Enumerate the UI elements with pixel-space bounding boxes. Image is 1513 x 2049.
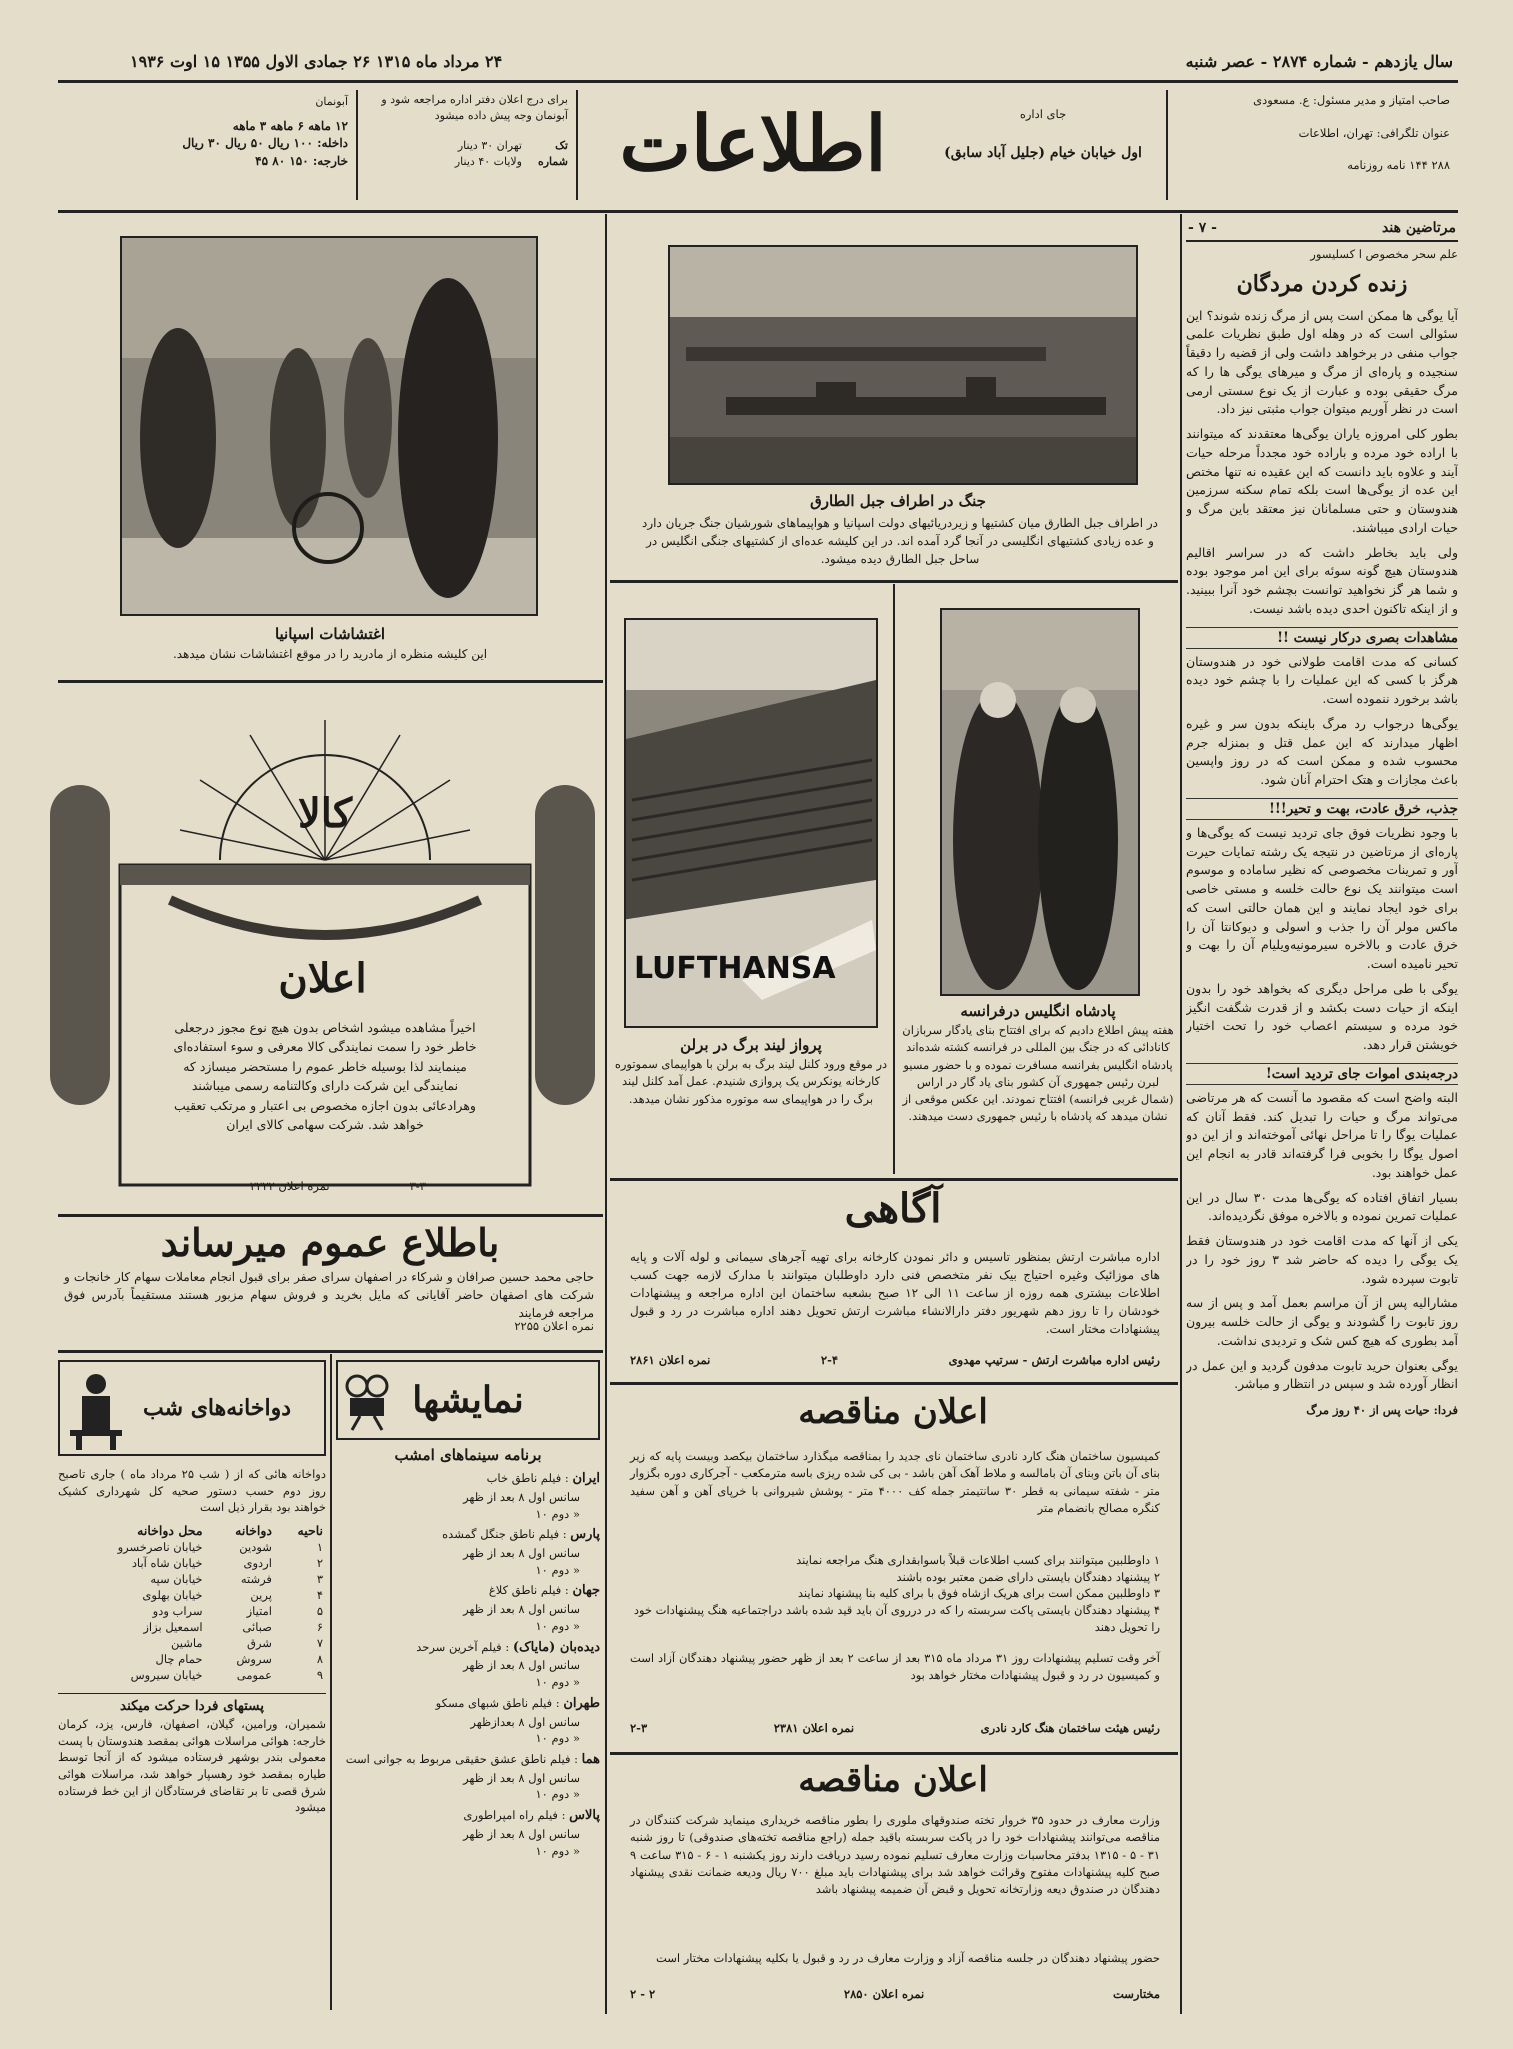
table-cell: ۶ (316, 1620, 323, 1635)
paragraph: یوگی با طی مراحل دیگری که بخواهد خود را بدون اینکه از حیات دست بکشد و از قدرت شگفت انگیز خود مرده و سیستم اعصاب خود را تحت اختیار خویشتن قرار دهد. (1186, 980, 1458, 1053)
cinema-entry: هما : فیلم ناطق عشق حقیقی مربوط به جوانی است سانس اول ۸ بعد از ظهر « دوم ۱۰ (336, 1751, 600, 1803)
cinema-session: سانس اول ۸ بعد از ظهر (463, 1489, 580, 1504)
continued-note: فردا: حیات پس از ۴۰ روز مرگ (1306, 1403, 1458, 1418)
public-notice-number: نمره اعلان ۲۲۵۵ (514, 1319, 594, 1333)
page-number: - ۷ - (1188, 220, 1217, 236)
subheading: جذب، خرق عادت، بهت و تحیر!!! (1186, 798, 1458, 820)
table-cell: ۹ (316, 1668, 323, 1683)
kala-ad-body: اخیراً مشاهده میشود اشخاص بدون هیچ نوع مجوز درجعلی خاطر خود را سمت نمایندگی کالا معرفی و سوء استفاده‌ای مینمایند لذا بوسیله خاطر عموم را مستحضر میسازد که نمایندگی این شرکت دارای وکالتنامه رسمی میباشند وهرادعائی بدون اجازه مخصوص بی اعتبار و مرتکب تعقیب خواهد شد. شرکت سهامی کالای ایران (173, 1020, 477, 1132)
table-cell: حمام چال (155, 1652, 203, 1667)
gibraltar-photo (668, 245, 1138, 485)
tender2-part: ۲ - ۲ (630, 1987, 656, 2001)
table-cell: ۵ (316, 1604, 323, 1619)
table-row (58, 1571, 326, 1587)
table-cell: ماشین (171, 1636, 203, 1651)
cinema-film: فیلم ناطق جنگل گمشده (442, 1527, 560, 1542)
tender2-body: وزارت معارف در حدود ۳۵ خروار تخته صندوقهای ملوری را بطور مناقصه خریداری مینماید شرکت کنندگان در مناقصه می‌توانند پیشنهادات خود را در پاکت سربسته باقید جمله (راجع مناقصه تخته‌های صندوقی) تا روز شنبه ۳۱ - ۵ - ۱۳۱۵ بدفتر محاسبات وزارت معارف تسلیم نموده رسید دریافت دارند روز یکشنبه ۱ - ۶ - ۳۱۵ ساعت ۹ صبح کلیه پیشنهادات مفتوح وقرائت خواهد شد برای پیشنهادات باید مبلغ ۷۰۰ ریال ودیعه ضمانت نقدی پیشنهاد دهندگان در صندوق دیعه وزارتخانه تحویل و قبض آن ضمیمه پیشنهاد باشد (630, 1813, 1161, 1896)
single-price-label: تک شماره (537, 138, 568, 168)
cinema-title: برنامه سینماهای امشب (394, 1446, 542, 1464)
agahi-sign: رئیس اداره مباشرت ارتش - سرتیپ مهدوی (948, 1353, 1160, 1367)
table-cell: ۳ (316, 1572, 323, 1587)
cinema-film: فیلم آخرین سرحد (416, 1639, 502, 1654)
price-provinces: ولایات ۴۰ دینار (454, 154, 522, 168)
table-cell: اردوی (243, 1556, 272, 1571)
pharmacy-table (58, 1522, 326, 1683)
gibraltar-title: جنگ در اطراف جبل الطارق (810, 492, 986, 510)
tender1-number: نمره اعلان ۲۳۸۱ (773, 1721, 855, 1735)
tender2-title: اعلان مناقصه (798, 1760, 988, 1800)
subscription-outside: خارجه: ۱۵۰ ۸۰ ۴۵ (255, 153, 348, 168)
cinema-name: پالاس (569, 1808, 600, 1824)
cinema-session: سانس اول ۸ بعد از ظهر (463, 1602, 580, 1617)
cinema-section (336, 1360, 600, 2010)
tender2-number: نمره اعلان ۲۸۵۰ (843, 1987, 925, 2001)
kala-ad-part: ۳-۳ (409, 1179, 426, 1193)
post-body: شمیران، ورامین، گیلان، اصفهان، فارس، یزد، کرمان خارجه: هوائی مراسلات هوائی بمقصد هندوستان با پست معمولی بندر بوشهر فرستاده میشود که از آنجا توسط طیاره بمقصد خود رهسپار خواهد شد، مراسلات هوائی شرق قصی تا بر تقاضای فرستادگان از این خط فرستاده میشود (58, 1717, 326, 1815)
spain-title: اغتشاشات اسپانیا (274, 625, 386, 643)
office-address: اول خیابان خیام (جلیل آباد سابق) (944, 144, 1142, 161)
table-cell: خیابان ناصرخسرو (117, 1540, 203, 1555)
paragraph: کسانی که مدت اقامت طولانی خود در هندوستان هرگز با کسی که این عملیات را با چشم خود دیده باشد برخورد ننموده است. (1186, 653, 1458, 707)
cinema-session: سانس اول ۸ بعد از ظهر (463, 1658, 580, 1673)
issue-dates: ۲۴ مرداد ماه ۱۳۱۵ ۲۶ جمادی الاول ۱۳۵۵ ۱۵ اوت ۱۹۳۶ (130, 52, 503, 71)
cinema-session: سانس اول ۸ بعدازظهر (470, 1714, 580, 1729)
table-cell: سراب ودو (152, 1604, 203, 1619)
price-tehran: تهران ۳۰ دینار (457, 138, 522, 152)
pharmacy-logo: دواخانه‌های شب (143, 1395, 291, 1421)
pharmacy-header: ناحیه (297, 1523, 323, 1539)
table-cell: شرق (247, 1636, 272, 1651)
spain-photo (120, 236, 538, 616)
gibraltar-caption: در اطراف جبل الطارق میان کشتیها و زیردریائیهای دولت اسپانیا و هواپیماهای شورشیان جنگ جریان دارد و عده زیادی کشتیهای انگلیسی در آنجا گرد آمده اند. در این کلیشه عده‌ای از کشتیهای جنگی انگلیس در ساحل جبل الطارق دیده میشود. (641, 516, 1159, 566)
plane-title: پرواز لیند برگ در برلن (680, 1036, 822, 1054)
masthead (58, 84, 1458, 206)
table-cell: ۱ (316, 1540, 323, 1555)
paragraph: یکی از آنها که مدت اقامت خود در هندوستان فقط یک یوگی را دیده که حاضر شد ۳ روز خود را در تابوت سپرده شود. (1186, 1233, 1458, 1286)
cinema-session: « دوم ۱۰ (535, 1843, 580, 1858)
series-label: مرتاضین هند (1382, 220, 1456, 236)
tender1-part: ۲-۳ (630, 1721, 648, 1735)
cinema-name: دیده‌بان (مایاک) (512, 1639, 600, 1655)
subscription-inside: داخله: ۱۰۰ ریال ۵۰ ریال ۳۰ ریال (182, 136, 348, 151)
table-cell: ۸ (316, 1652, 323, 1667)
tender1-closing: آخر وقت تسلیم پیشنهادات روز ۳۱ مرداد ماه ۳۱۵ بعد از ساعت ۲ بعد از ظهر حضور پیشنهاد دهندگان آزاد است و کمیسیون در رد و قبول پیشنهادات مختار خواهد بود (630, 1651, 1160, 1683)
table-row (58, 1651, 326, 1667)
public-notice-body: حاجی محمد حسین صرافان و شرکاء در اصفهان سرای صفر برای قبول انجام معاملات سهام کار خانجات و شرکت های اصفهان حاضر آقایانی که مایل بخرید و فروش سهام مزبور هستند مستقیماً بآدرس فوق مراجعه فرمایند (64, 1270, 594, 1320)
paragraph: ولی باید بخاطر داشت که در سراسر اقالیم هندوستان هیچ گونه سوئه برای این امر موجود بوده و شما هر گز نخواهید توانست بچشم خود آنرا ببینید. و از اینکه تاکنون احدی دیده باشد نیست. (1186, 544, 1458, 616)
cinema-list (336, 1470, 600, 1859)
plane-caption: در موقع ورود کلنل لیند برگ به برلن با هواپیمای سموتوره کارخانه یونکرس یک پروازی شنیدم. عمل آمد کلنل لیند برگ را در هواپیمای سه موتوره مذکور نشان میدهد. (614, 1057, 888, 1106)
agahi-body: اداره مباشرت ارتش بمنظور تاسیس و دائر نمودن کارخانه برای تهیه آجرهای سیمانی و لوله آلات و پایه های موزائیک وغیره احتیاج بیک نفر متخصص فنی دارد داوطلبان میتوانند با مدارک لازمه جهت کسب اطلاعات بیشتری همه روزه از ساعت ۱۱ الی ۱۲ صبح بشعبه ساختمان این اداره مراجعه و پیشنهادات خودشان را تا روز دهم شهریور دفتر دارالانشاء مباشرت ارتش تحویل دهند اداره مباشرت در رد و قبول پیشنهادات مختار است. (630, 1250, 1161, 1336)
cinema-entry: دیده‌بان (مایاک) : فیلم آخرین سرحد سانس اول ۸ بعد از ظهر « دوم ۱۰ (336, 1639, 600, 1691)
tender1-item: ۳ داوطلبین ممکن است برای هریک ازشاه فوق با برای کلیه بنا پیشنهاد نمایند (797, 1586, 1160, 1601)
telegram-line: عنوان تلگرافی: تهران، اطلاعات (1298, 125, 1450, 140)
newspaper-logo: اطلاعات (619, 99, 887, 188)
king-title: پادشاه انگلیس درفرانسه (960, 1002, 1116, 1020)
paragraph: مشارالیه پس از آن مراسم بعمل آمد و پس از سه روز تابوت را گشودند و یوگی از حالت خلسه بیرون آمد بطوری که هیچ کس شک و تردیدی نداشت. (1186, 1295, 1458, 1348)
plane-photo (624, 618, 878, 1028)
paragraph: یوگی بعنوان حرید تابوت مدفون گردید و این عمل در انظار آورده شد و سپس در انتظار و مباشر. (1186, 1357, 1458, 1392)
table-cell: خیابان شاه آباد (131, 1556, 203, 1571)
table-cell: امتیاز (246, 1604, 272, 1619)
cinema-entry: طهران : فیلم ناطق شبهای مسکو سانس اول ۸ بعدازظهر « دوم ۱۰ (336, 1695, 600, 1747)
issue-numbers: ۲۸۸ ۱۴۴ نامه روزنامه (1347, 158, 1450, 173)
king-image (940, 610, 1138, 996)
cinema-film: فیلم ناطق کلاغ (488, 1583, 562, 1598)
table-cell: ۲ (316, 1556, 323, 1571)
agahi-title: آگاهی (844, 1185, 942, 1232)
tender1-items (630, 1552, 1160, 1635)
paragraph: بطور کلی امروزه یاران یوگی‌ها معتقدند که میتوانند با اراده خود مرده و باراده خود مجدداً مرحله حیات آیند و علاوه باید دانست که این عقیده نه تنها مختص این عده از یوگی‌ها است بلکه تمام سکنه سرزمین هندوستان و حتی مسلمانان نیز معتقد باین مرگ و حیات ارادی میباشند. (1186, 426, 1458, 535)
cinema-session: سانس اول ۸ بعد از ظهر (463, 1826, 580, 1841)
agahi-number: نمره اعلان ۲۸۶۱ (630, 1353, 711, 1367)
masthead-top-rule (58, 80, 1458, 83)
cinema-film: فیلم ناطق خاب (486, 1471, 562, 1485)
ships-image (668, 247, 1136, 485)
table-cell: فرشته (240, 1572, 272, 1587)
kala-ad (50, 700, 595, 1210)
tender1-intro: کمیسیون ساختمان هنگ کارد نادری ساختمان نای جدید را بمناقصه میگذارد ساختمان بیکصد وبیست پایه که زیر بنای آن باتن وبنای آن بامالسه و ملاط آهک آهن باشد - بی کی شده ریزی باسه مترمکعب - آجرکاری دوره بگزوار متر - شفته سیمانی به قطر ۳۰ سانتیمتر جمله کف ۴۰۰۰ متر - پوشش شیروانی با خرپای آهن و آهن سفید کنگره مصالح بانضمام متر (630, 1449, 1161, 1515)
table-row (58, 1587, 326, 1603)
cinema-session: « دوم ۱۰ (535, 1562, 580, 1577)
table-cell: عمومی (236, 1668, 272, 1683)
paragraph: یوگی‌ها درجواب رد مرگ باینکه بدون سر و غیره اظهار میدارند که این عمل قتل و بمنزله جرم محسوب شده و ممکن است که در روز واپسین باعث مجازات و هتک احترام آنان شود. (1186, 715, 1458, 788)
cinema-film: فیلم ناطق عشق حقیقی مربوط به جوانی است (345, 1751, 571, 1766)
kala-ad-number: نمره اعلان ۲۲۲۲ (250, 1179, 330, 1193)
tender1-item: ۱ داوطلبین میتوانند برای کسب اطلاعات قبلاً باسوابقداری هنگ مراجعه نمایند (796, 1553, 1160, 1567)
table-cell: صبائی (242, 1620, 272, 1635)
subheading: درجه‌بندی اموات جای تردید است! (1186, 1063, 1458, 1085)
table-cell: خیابان بهلوی (142, 1588, 203, 1603)
soldiers-image (120, 238, 536, 616)
pharmacist-icon (66, 1370, 126, 1450)
cinema-entry: ایران : فیلم ناطق خاب سانس اول ۸ بعد از ظهر « دوم ۱۰ (336, 1470, 600, 1522)
yogi-article (1186, 218, 1458, 2008)
kala-logo: کالا (297, 790, 353, 837)
tender1-sign: رئیس هیئت ساختمان هنگ کارد نادری (980, 1721, 1160, 1735)
pharmacy-logo-box (58, 1360, 326, 1456)
kala-ad-title: اعلان (278, 955, 367, 1002)
cinema-entry: پارس : فیلم ناطق جنگل گمشده سانس اول ۸ بعد از ظهر « دوم ۱۰ (336, 1526, 600, 1578)
table-row (58, 1635, 326, 1651)
table-row (58, 1667, 326, 1683)
cinema-name: هما (581, 1751, 600, 1767)
tender1-item: ۲ پیشنهاد دهندگان بایستی دارای ضمن معتبر بوده باشند (896, 1569, 1160, 1584)
cinema-name: طهران (563, 1695, 600, 1711)
cinema-session: سانس اول ۸ بعد از ظهر (463, 1770, 580, 1785)
table-cell: خیابان سپه (150, 1572, 203, 1587)
agahi-part: ۲-۴ (820, 1353, 839, 1367)
subheading: مشاهدات بصری درکار نیست !! (1186, 627, 1458, 649)
cinema-session: « دوم ۱۰ (535, 1731, 580, 1746)
cinema-session: « دوم ۱۰ (535, 1675, 580, 1690)
tender2-footer: حضور پیشنهاد دهندگان در جلسه مناقصه آزاد و وزارت معارف در رد و قبول یا بکلیه پیشنهادات مختار است (655, 1951, 1160, 1965)
subscription-header: ۱۲ ماهه ۶ ماهه ۳ ماهه (232, 118, 348, 133)
pharmacy-header: محل دواخانه (137, 1523, 203, 1539)
table-row (58, 1539, 326, 1555)
table-row (58, 1619, 326, 1635)
pharmacy-intro: دواخانه هائی که از ( شب ۲۵ مرداد ماه ) جاری تاصبح روز دوم حسب دستور صحیه کل شهرداری کشیک خواهند بود بقرار ذیل است (58, 1467, 326, 1515)
paragraph: با وجود نظریات فوق جای تردید نیست که یوگی‌ها و پاره‌ای از مرتاضین در نتیجه یک رشته تمایات حیرت آور و تمرینات مخصوصی که نظیر ساماده و موسوم است میتوانند یک نوع حالت خلسه و مستی خاصی برای خود ایجاد نمایند و این همان حالتی است که ماکس مولر آن را جذب و اسولی و دیوکانتا آن را خرق عادت و بالاخره سیرمونیه‌ویلیام آن را بهت و تحیر نامیده است. (1186, 824, 1458, 972)
table-cell: پرین (250, 1588, 272, 1603)
cinema-film: فیلم راه امپراطوری (463, 1808, 558, 1823)
issue-info: سال یازدهم - شماره ۲۸۷۴ - عصر شنبه (1185, 52, 1453, 71)
article-title: زنده کردن مردگان (1236, 270, 1408, 297)
subscription-label: آبونمان (315, 95, 348, 108)
table-cell: سروش (236, 1652, 272, 1667)
tender2-footer-word: مختارست (1112, 1987, 1160, 2001)
pharmacy-header: دواخانه (235, 1523, 272, 1539)
tender1-title: اعلان مناقصه (798, 1392, 988, 1432)
paragraph: بسیار اتفاق افتاده که یوگی‌ها مدت ۳۰ سال در این عملیات تمرین نموده و بالاخره موفق نگردیده‌اند. (1186, 1189, 1458, 1224)
table-row (58, 1603, 326, 1619)
cinema-name: ایران (572, 1471, 600, 1486)
king-caption: هفته پیش اطلاع دادیم که برای افتتاح بنای یادگار سربازان کانادائی که در جنگ بین المللی در فرانسه کشته شده‌اند پادشاه انگلیس بفرانسه مسافرت نموده و با حضور مسیو لبرن رئیس جمهوری آن کشور بنای یاد گار در اراس (شمال غربی فرانسه) افتتاح نمودند. این عکس موقعی از نشان میدهد که پادشاه با رئیس جمهوری دست میدهند. (902, 1023, 1174, 1124)
table-cell: خیابان سیروس (130, 1668, 203, 1683)
cinema-logo-box (336, 1360, 600, 1440)
cinema-session: سانس اول ۸ بعد از ظهر (463, 1546, 580, 1561)
king-photo (940, 608, 1140, 996)
paragraph: البته واضح است که مقصود ما آنست که هر مرتاضی می‌تواند مرگ و حیات را تبدیل کند. فقط آنان که عملیات یوگا را تا مراحل نهائی آموخته‌اند و از این دو اصول یوگا را بخوبی فرا گرفته‌اند قادر به انجام این عمل خواهند بود. (1186, 1089, 1458, 1180)
office-label: جای اداره (1019, 107, 1067, 121)
cinema-name: پارس (570, 1527, 600, 1543)
ad-rule: برای درج اعلان دفتر اداره مراجعه شود و آبونمان وجه پیش داده میشود (381, 93, 568, 122)
cinema-session: « دوم ۱۰ (535, 1787, 580, 1802)
editor-line: صاحب امتیاز و مدیر مسئول: ع. مسعودی (1253, 93, 1450, 107)
cinema-entry: جهان : فیلم ناطق کلاغ سانس اول ۸ بعد از ظهر « دوم ۱۰ (336, 1582, 600, 1634)
table-cell: ۴ (316, 1588, 323, 1603)
cinema-name: جهان (572, 1583, 600, 1599)
tender1-item: ۴ پیشنهاد دهندگان بایستی پاکت سربسته را که در درروی آن باید قید شده باشد دراجتماعیه هنگ پیشنهادات خود را تحویل دهند (633, 1603, 1160, 1634)
cinema-logo: نمایشها (412, 1379, 524, 1421)
table-row (58, 1555, 326, 1571)
plane-plate: LUFTHANSA (634, 951, 836, 986)
cinema-session: « دوم ۱۰ (535, 1618, 580, 1633)
pharmacy-section (58, 1360, 326, 2010)
cinema-entry: پالاس : فیلم راه امپراطوری سانس اول ۸ بعد از ظهر « دوم ۱۰ (336, 1807, 600, 1859)
projector-icon (342, 1372, 392, 1432)
table-cell: شودین (239, 1540, 272, 1555)
cinema-session: « دوم ۱۰ (535, 1506, 580, 1521)
public-notice-title: باطلاع عموم میرساند (160, 1220, 500, 1265)
table-cell: ۷ (316, 1636, 323, 1651)
post-title: پستهای فردا حرکت میکند (58, 1693, 326, 1714)
paragraph: آیا یوگی ها ممکن است پس از مرگ زنده شوند؟ این سئوالی است که در وهله اول طبق نظریات علمی جواب منفی در برخواهد داشت ولی از قضیه را دقیقاً سنجیده و پاره‌ای از مرگ و میرهای یوگی ها را که مرگ حقیقی بوده و عبارت از یک نوع سستی ارمی است در نظر آوریم میتوان جواب مثبتی نیز داد. (1186, 307, 1458, 417)
table-cell: اسمعیل بزاز (143, 1620, 203, 1635)
masthead-bottom-rule (58, 210, 1458, 213)
spain-caption: این کلیشه منظره از مادرید را در موقع اغتشاشات نشان میدهد. (172, 647, 488, 661)
byline: علم سحر مخصوص ا کسلیسور (1310, 247, 1458, 261)
cinema-film: فیلم ناطق شبهای مسکو (435, 1695, 553, 1710)
